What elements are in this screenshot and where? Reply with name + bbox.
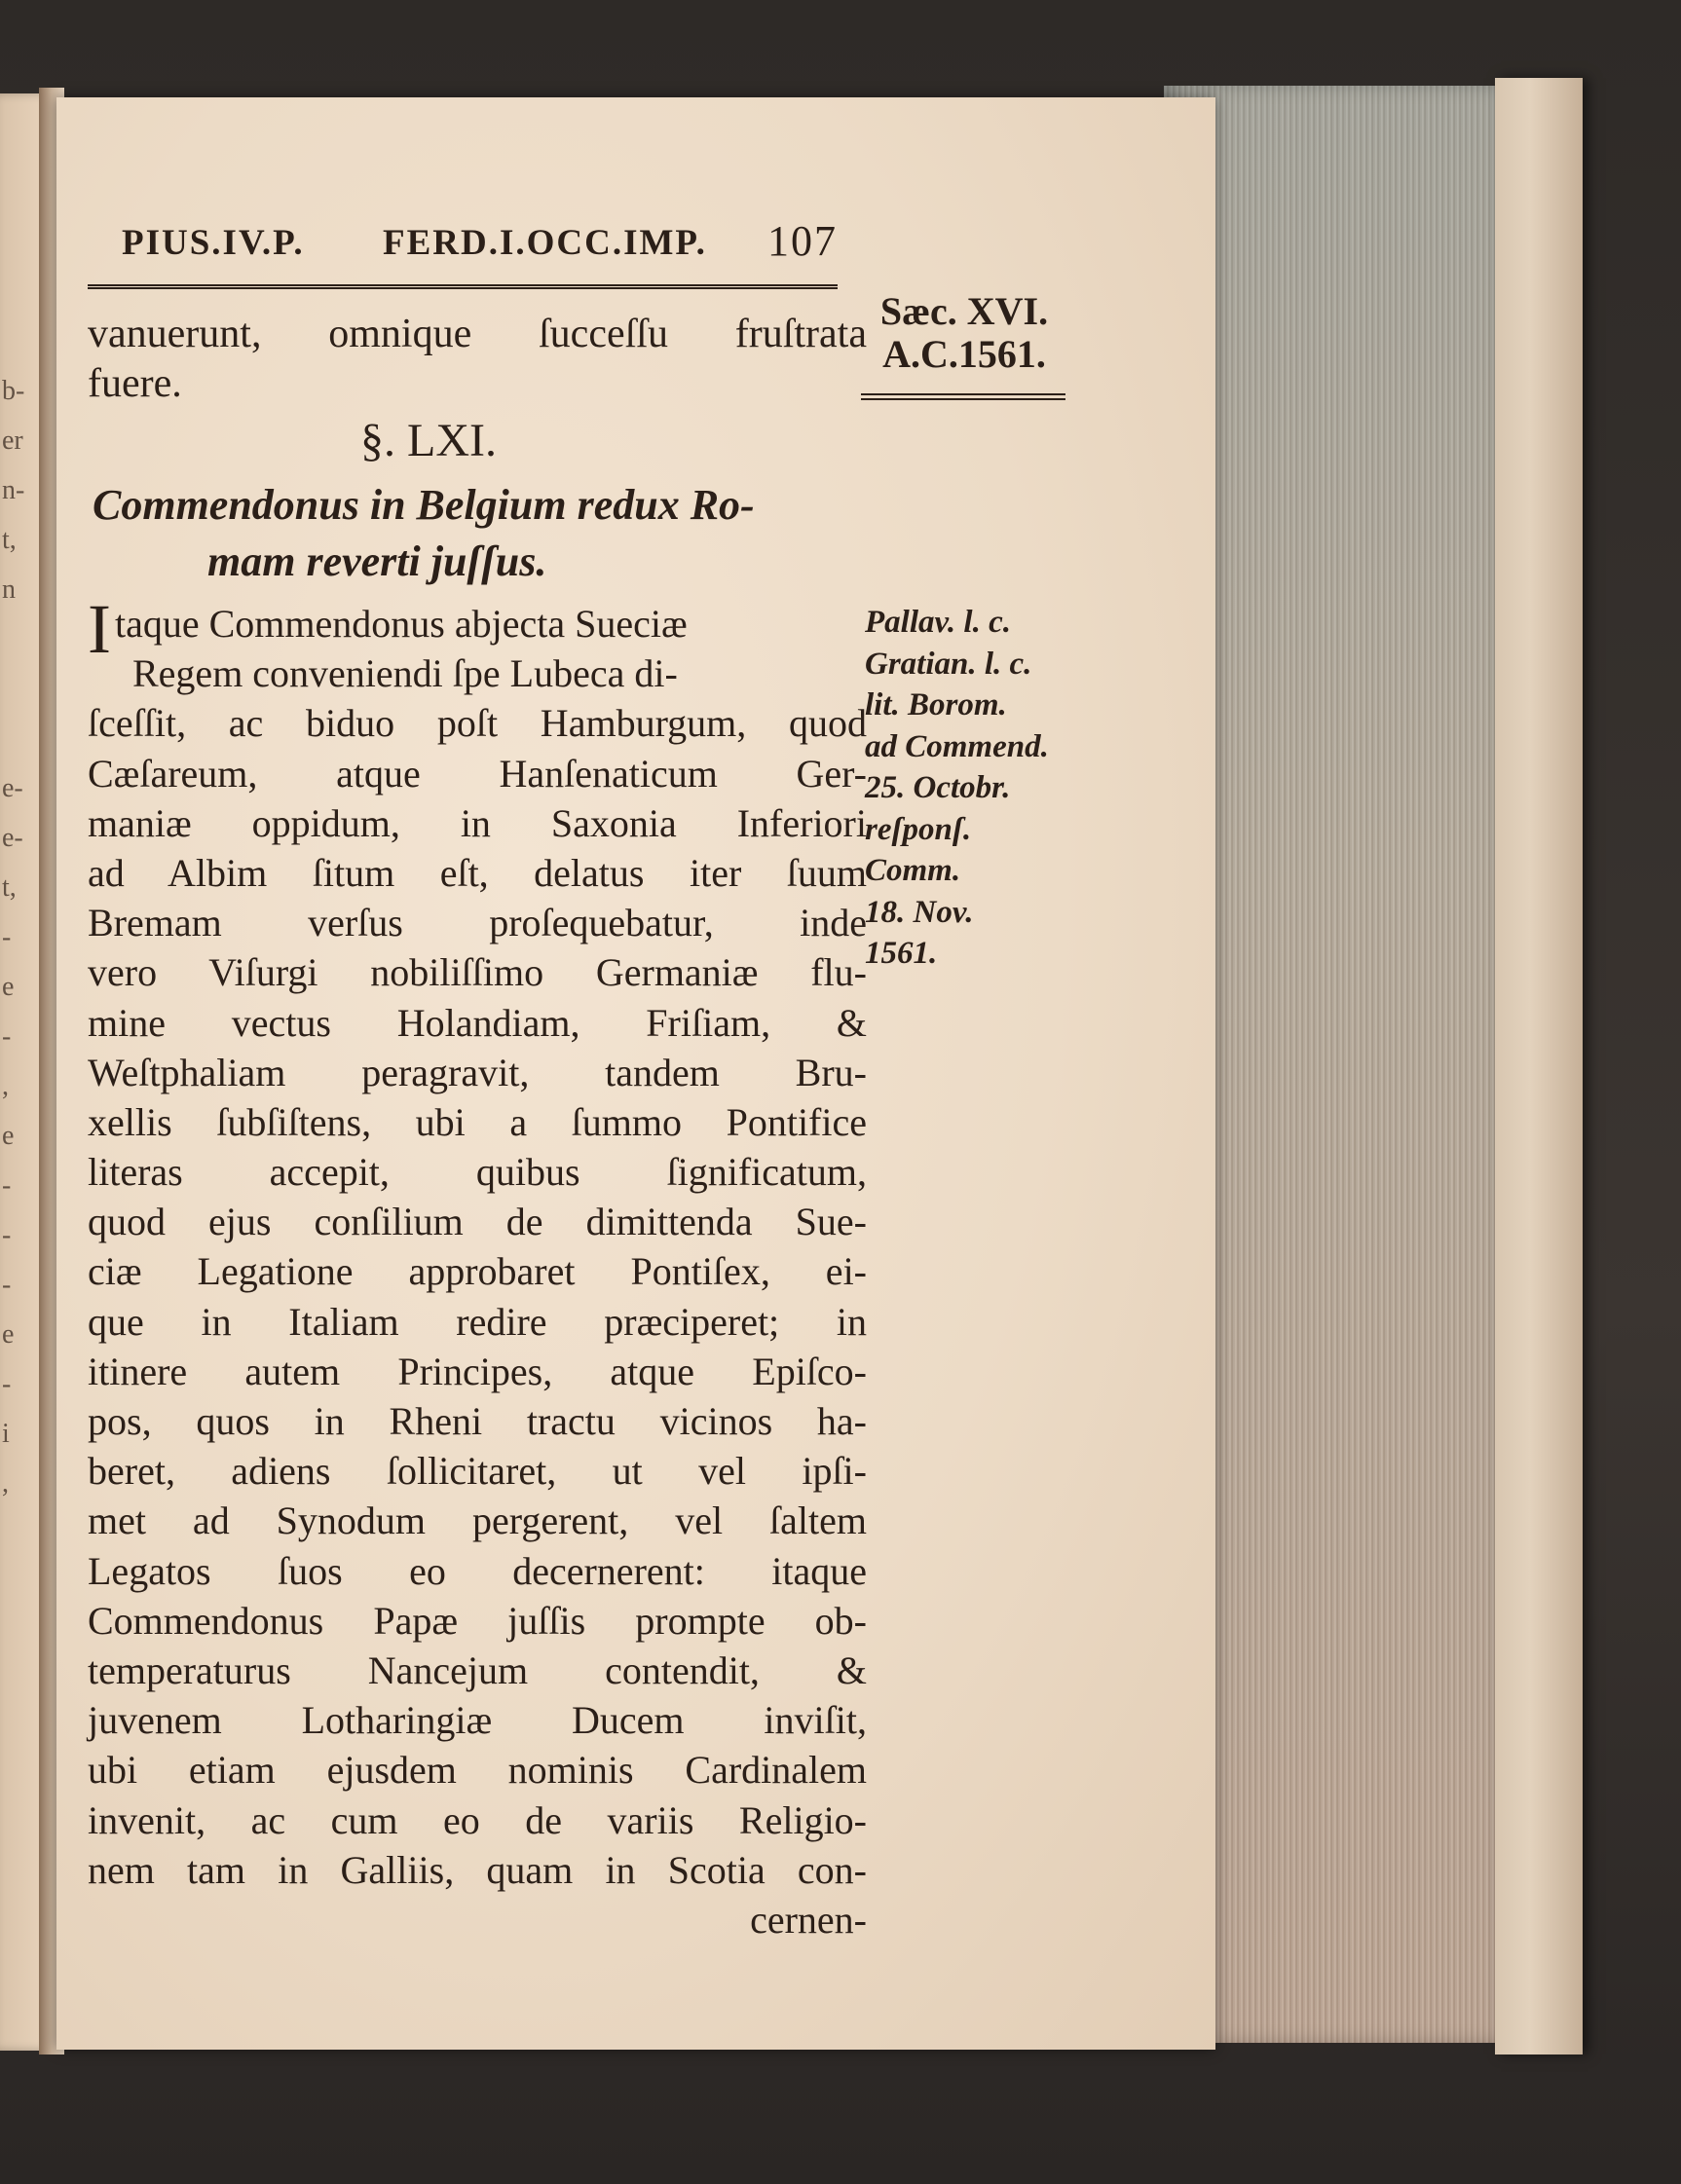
facing-page-fragment: e- <box>2 773 23 803</box>
margin-heading-rule <box>861 393 1065 400</box>
section-title-line: mam reverti juſſus. <box>207 537 547 585</box>
facing-page-fragment: - <box>2 1170 12 1201</box>
facing-page-fragment <box>2 714 41 763</box>
facing-page-fragment: t, <box>2 872 17 903</box>
facing-page-fragment: e <box>2 1319 15 1350</box>
margin-note-line: Pallav. l. c. <box>865 605 1011 640</box>
facing-page-fragment: , <box>2 1071 9 1101</box>
body-line: ſceſſit, ac biduo poſt Hamburgum, quod <box>88 701 867 746</box>
body-line <box>88 590 867 668</box>
body-line: quod ejus conſilium de dimittenda Sue- <box>88 1200 867 1244</box>
body-line: ciæ Legatione approbaret Pontiſex, ei- <box>88 1249 867 1294</box>
body-line: itinere autem Principes, atque Epiſco- <box>88 1349 867 1393</box>
facing-page-fragment: b- <box>2 376 25 406</box>
margin-year: A.C.1561. <box>882 332 1046 376</box>
body-line: Regem conveniendi ſpe Lubeca di- <box>132 651 678 696</box>
facing-page-fragment: i <box>2 1419 10 1449</box>
body-line: temperaturus Nancejum contendit, & <box>88 1647 867 1692</box>
body-line: pos, quos in Rheni tractu vicinos ha- <box>88 1399 867 1443</box>
facing-page-fragment: e- <box>2 823 23 853</box>
body-line: beret, adiens ſollicitaret, ut vel ipſi- <box>88 1449 867 1494</box>
body-line: xellis ſubſiſtens, ubi a ſummo Pontifice <box>88 1099 867 1144</box>
page-number: 107 <box>767 217 838 265</box>
body-line-text: taque Commendonus abjecta Sueciæ <box>114 602 688 646</box>
body-line: ubi etiam ejusdem nominis Cardinalem <box>88 1748 867 1793</box>
margin-note-line: Gratian. l. c. <box>865 646 1032 682</box>
body-line: que in Italiam redire præciperet; in <box>88 1299 867 1344</box>
section-title <box>93 477 872 590</box>
text-line: vanuerunt, omnique ſucceſſu fruſtrata <box>88 312 867 356</box>
text-line: fuere. <box>88 361 182 407</box>
margin-note-line: 25. Octobr. <box>865 770 1011 805</box>
body-line: juvenem Lotharingiæ Ducem inviſit, <box>88 1698 867 1743</box>
running-head-emperor: FERD.I.OCC.IMP. <box>383 223 707 263</box>
body-line: literas accepit, quibus ſignificatum, <box>88 1150 867 1195</box>
body-line: mine vectus Holandiam, Friſiam, & <box>88 1000 867 1045</box>
book-cover-edge <box>1495 78 1583 2054</box>
margin-date-heading <box>857 290 1071 376</box>
section-number: §. LXI. <box>360 415 497 466</box>
facing-page-fragment: e <box>2 1121 15 1151</box>
body-line: met ad Synodum pergerent, vel ſaltem <box>88 1499 867 1543</box>
facing-page-fragment: n- <box>2 475 25 505</box>
body-line: Commendonus Papæ juſſis prompte ob- <box>88 1598 867 1643</box>
body-line: Bremam verſus proſequebatur, inde <box>88 901 867 945</box>
margin-note-line: reſponſ. <box>865 811 972 847</box>
facing-page-fragment: - <box>2 1369 12 1399</box>
facing-page-fragment: - <box>2 1270 12 1300</box>
body-line: ad Albim ſitum eſt, delatus iter ſuum <box>88 850 867 895</box>
drop-cap: I <box>88 590 111 668</box>
header-rule <box>88 284 838 289</box>
margin-note-line: 1561. <box>865 936 938 971</box>
body-line: nem tam in Galliis, quam in Scotia con- <box>88 1847 867 1892</box>
body-line: Weſtphaliam peragravit, tandem Bru- <box>88 1050 867 1094</box>
facing-page-fragment: n <box>2 574 16 605</box>
facing-page-fragment: t, <box>2 525 17 555</box>
continuation-text <box>88 310 867 409</box>
facing-page-fragment: - <box>2 1220 12 1250</box>
running-head <box>122 217 881 271</box>
facing-page-fragment <box>2 614 41 664</box>
facing-page-fragment <box>2 664 41 714</box>
margin-note-line: ad Commend. <box>865 728 1049 764</box>
facing-page-fragment: , <box>2 1468 9 1499</box>
section-title-line: Commendonus in Belgium redux Ro- <box>93 481 755 529</box>
body-line: Cæſareum, atque Hanſenaticum Ger- <box>88 751 867 796</box>
margin-century: Sæc. XVI. <box>879 289 1049 333</box>
body-line: vero Viſurgi nobiliſſimo Germaniæ flu- <box>88 950 867 995</box>
body-line: invenit, ac cum eo de variis Religio- <box>88 1797 867 1842</box>
margin-note-line: Comm. <box>865 853 961 888</box>
facing-page-fragment: e <box>2 972 15 1002</box>
body-line: Legatos ſuos eo decernerent: itaque <box>88 1548 867 1593</box>
body-text <box>88 590 867 1945</box>
facing-page-fragment: er <box>2 426 23 456</box>
body-line: maniæ oppidum, in Saxonia Inferiori <box>88 800 867 845</box>
facing-page-fragment: - <box>2 922 12 952</box>
margin-notes <box>865 602 1099 975</box>
facing-page-fragments <box>2 366 41 1827</box>
margin-note-line: 18. Nov. <box>865 894 974 930</box>
catchword: cernen- <box>750 1897 867 1942</box>
running-head-pope: PIUS.IV.P. <box>122 223 305 263</box>
facing-page-fragment: - <box>2 1021 12 1052</box>
margin-note-line: lit. Borom. <box>865 687 1007 722</box>
